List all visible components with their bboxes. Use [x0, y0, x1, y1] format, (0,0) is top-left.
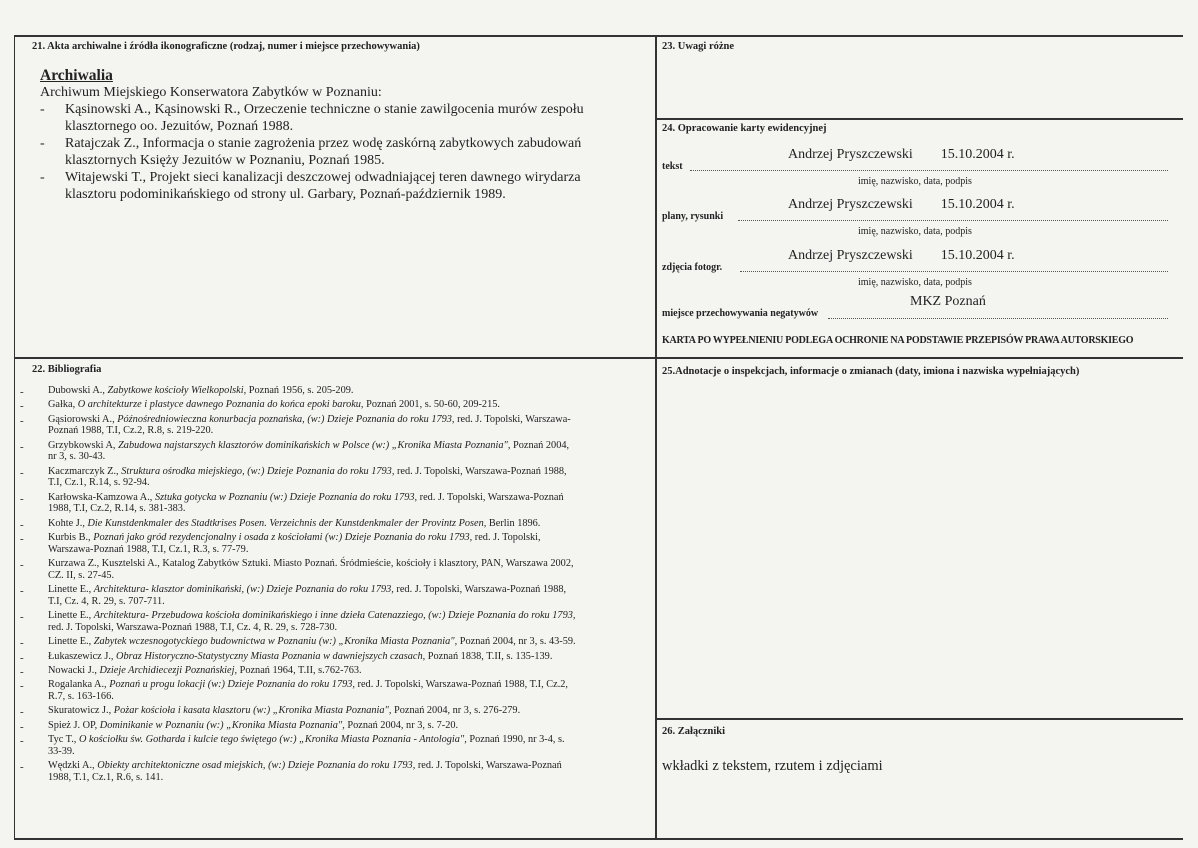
bib-details: red. J. Topolski, Warszawa-Poznań 1988,: [393, 584, 567, 596]
bib-continuation: 1988, T.I, Cz.2, R.14, s. 381-383.: [48, 503, 186, 515]
bib-continuation: Poznań 1988, T.I, Cz.2, R.8, s. 219-220.: [48, 425, 214, 437]
bib-continuation: T.I, Cz. 4, R. 29, s. 707-711.: [48, 595, 165, 607]
bib-continuation: T.I, Cz.1, R.14, s. 92-94.: [48, 477, 150, 489]
bib-author: Kurbis B.,: [48, 532, 94, 544]
bib-title: Zabudowa najstarszych klasztorów dominikańskich w Polsce (w:) „Kronika Miasta Poznania",: [118, 439, 511, 451]
author-row-label: tekst: [662, 161, 683, 172]
bib-author: Spież J. OP,: [48, 719, 100, 731]
author-caption: imię, nazwisko, data, podpis: [858, 226, 972, 237]
bib-title: Dzieje Archidiecezji Poznańskiej,: [99, 665, 238, 676]
bib-author: Linette E.,: [48, 584, 94, 596]
bib-details: red. J. Topolski, Warszawa-: [454, 413, 571, 425]
bib-continuation: red. J. Topolski, Warszawa-Poznań 1988, T.I, Cz. 4, R. 29, s. 728-730.: [48, 621, 338, 633]
bib-dash: -: [20, 761, 24, 774]
section-25-title: 25.Adnotacje o inspekcjach, informacje o zmianach (daty, imiona i nazwiska wypełniających): [662, 366, 1080, 377]
attachments-value: wkładki z tekstem, rzutem i zdjęciami: [662, 758, 883, 774]
bib-dash: -: [20, 466, 24, 479]
bib-author: Wędzki A.,: [48, 760, 98, 772]
section-24-title: 24. Opracowanie karty ewidencyjnej: [662, 123, 827, 134]
bib-author: Rogalanka A.,: [48, 679, 110, 691]
bib-details: Poznań 2004, nr 3, s. 276-279.: [391, 705, 521, 717]
bib-details: red. J. Topolski, Warszawa-Poznań: [417, 491, 564, 503]
archive-name: Archiwum Miejskiego Konserwatora Zabytków w Poznaniu:: [40, 85, 382, 100]
author-value: Andrzej Pryszczewski 15.10.2004 r.: [788, 248, 1015, 263]
bib-dash: -: [20, 735, 24, 748]
bib-title: Struktura ośrodka miejskiego, (w:) Dzieje Poznania do roku 1793,: [121, 465, 395, 477]
author-value: Andrzej Pryszczewski 15.10.2004 r.: [788, 147, 1015, 162]
bib-title: Pożar kościoła i kasata klasztoru (w:) „Kronika Miasta Poznania",: [113, 705, 392, 717]
bib-details: Poznań 1956, s. 205-209.: [246, 385, 354, 396]
bib-details: Poznań 2004, nr 3, s. 7-20.: [344, 719, 459, 731]
bib-title: Zabytkowe kościoły Wielkopolski,: [107, 385, 247, 396]
archive-item-line: klasztoru podominikańskiego od strony ul. Garbary, Poznań-październik 1989.: [65, 187, 506, 202]
archive-item-line: Witajewski T., Projekt sieci kanalizacji deszczowej odwadniającej teren dawnego wirydarza: [65, 170, 581, 185]
bib-dash: -: [20, 666, 24, 678]
bib-author: Tyc T.,: [48, 734, 79, 746]
author-row-label: zdjęcia fotogr.: [662, 262, 723, 273]
section-21-title: 21. Akta archiwalne i źródła ikonograficzne (rodzaj, numer i miejsce przechowywania): [32, 41, 420, 52]
bib-dash: -: [20, 637, 24, 650]
bib-details: red. J. Topolski, Warszawa-Poznań: [415, 760, 562, 772]
bib-title: Poznań u progu lokacji (w:) Dzieje Poznania do roku 1793,: [109, 679, 355, 691]
bib-details: Poznań 2004, nr 3, s. 43-59.: [457, 636, 576, 648]
bib-dash: -: [20, 400, 24, 413]
divider-25-26: [657, 718, 1183, 720]
bib-author: Dubowski A.,: [48, 385, 108, 396]
bib-author: Gałka,: [48, 399, 78, 411]
divider-23-24: [657, 118, 1183, 120]
bib-title: Obraz Historyczno-Statystyczny Miasta Poznania w dawniejszych czasach,: [116, 650, 426, 662]
bib-title: Obiekty architektoniczne osad miejskich, (w:) Dzieje Poznania do roku 1793,: [97, 760, 416, 772]
archive-heading: Archiwalia: [40, 67, 113, 84]
bib-title: Zabytek wczesnogotyckiego budownictwa w Poznaniu (w:) „Kronika Miasta Poznania",: [93, 636, 458, 648]
negatives-dots: [828, 318, 1168, 319]
bib-dash: -: [20, 585, 24, 598]
author-caption: imię, nazwisko, data, podpis: [858, 176, 972, 187]
archive-item-line: klasztornych Księży Jezuitów w Poznaniu, Poznań 1985.: [65, 153, 385, 168]
bib-title: Późnośredniowieczna konurbacja poznańska, (w:) Dzieje Poznania do roku 1793,: [117, 413, 455, 425]
bib-dash: -: [20, 386, 24, 398]
bib-continuation: 33-39.: [48, 745, 75, 757]
bib-dash: -: [20, 414, 24, 427]
list-dash: -: [40, 136, 45, 151]
author-row-label: plany, rysunki: [662, 211, 724, 222]
bib-dash: -: [20, 720, 24, 733]
archive-item-line: Kąsinowski A., Kąsinowski R., Orzeczenie techniczne o stanie zawilgocenia murów zespołu: [65, 102, 584, 117]
bib-title: O architekturze i plastyce dawnego Poznania do końca epoki baroku,: [77, 399, 364, 411]
author-row-dots: [690, 170, 1168, 171]
bib-dash: -: [20, 533, 24, 546]
bib-details: Poznań 1990, nr 3-4, s.: [466, 734, 565, 746]
bib-details: red. J. Topolski, Warszawa-Poznań 1988,: [394, 465, 567, 477]
bib-author: Linette E.,: [48, 610, 94, 622]
bib-title: Architektura- Przebudowa kościoła dominikańskiego i inne dzieła Catenazziego, (w:) Dzieje Poznania do roku 1793,: [93, 610, 576, 622]
divider-24-25: [657, 357, 1183, 359]
bib-dash: -: [20, 518, 24, 531]
bib-continuation: nr 3, s. 30-43.: [48, 451, 106, 463]
bib-details: Berlin 1896.: [486, 517, 541, 529]
divider-21-22: [14, 357, 655, 359]
bib-title: Die Kunstdenkmaler des Stadtkrises Posen. Verzeichnis der Kunstdenkmaler der Provintz Posen,: [87, 517, 487, 529]
bib-continuation: Warszawa-Poznań 1988, T.I, Cz.1, R.3, s. 77-79.: [48, 543, 249, 555]
bib-dash: -: [20, 492, 24, 505]
negatives-value: MKZ Poznań: [910, 294, 986, 309]
list-dash: -: [40, 170, 45, 185]
bib-details: Poznań 1838, T.II, s. 135-139.: [425, 650, 553, 662]
section-26-title: 26. Załączniki: [662, 726, 726, 737]
bib-author: Grzybkowski A,: [48, 439, 119, 451]
bib-dash: -: [20, 611, 24, 624]
list-dash: -: [40, 102, 45, 117]
bib-author: Kaczmarczyk Z.,: [48, 465, 122, 477]
bib-author: Kurzawa Z., Kusztelski A., Katalog Zabytków Sztuki. Miasto Poznań. Śródmieście, kościoły i klasztory, PAN, Warszawa 2002,: [48, 558, 574, 570]
bib-dash: -: [20, 706, 24, 719]
bib-author: Gąsiorowski A.,: [48, 413, 118, 425]
bib-dash: -: [20, 440, 24, 453]
bib-continuation: 1988, T.1, Cz.1, R.6, s. 141.: [48, 771, 164, 783]
copyright-notice: KARTA PO WYPEŁNIENIU PODLEGA OCHRONIE NA PODSTAWIE PRZEPISÓW PRAWA AUTORSKIEGO: [662, 335, 1134, 346]
bib-details: Poznań 2004,: [510, 439, 570, 451]
bib-continuation: R.7, s. 163-166.: [48, 690, 114, 702]
author-row-dots: [738, 220, 1168, 221]
section-23-title: 23. Uwagi różne: [662, 41, 735, 52]
archive-item-line: klasztornego oo. Jezuitów, Poznań 1988.: [65, 119, 294, 134]
author-caption: imię, nazwisko, data, podpis: [858, 277, 972, 288]
bib-title: O kościołku św. Gotharda i kulcie tego świętego (w:) „Kronika Miasta Poznania - Antologia",: [78, 734, 467, 746]
bib-title: Poznań jako gród rezydencjonalny i osada z kościołami (w:) Dzieje Poznania do roku 1793,: [93, 532, 473, 544]
bib-dash: -: [20, 651, 24, 664]
author-value: Andrzej Pryszczewski 15.10.2004 r.: [788, 197, 1015, 212]
bib-title: Architektura- klasztor dominikański, (w:) Dzieje Poznania do roku 1793,: [93, 584, 394, 596]
bib-details: red. J. Topolski, Warszawa-Poznań 1988, T.I, Cz.2,: [354, 679, 568, 691]
bib-dash: -: [20, 680, 24, 693]
bib-details: red. J. Topolski,: [472, 532, 541, 544]
bib-details: Poznań 2001, s. 50-60, 209-215.: [363, 399, 500, 411]
bib-dash: -: [20, 559, 24, 572]
archive-item-line: Ratajczak Z., Informacja o stanie zagrożenia przez wodę zaskórną zabytkowych zabudowań: [65, 136, 582, 151]
section-22-title: 22. Bibliografia: [32, 364, 102, 375]
author-row-dots: [740, 271, 1168, 272]
bib-details: Poznań 1964, T.II, s.762-763.: [237, 665, 362, 676]
negatives-label: miejsce przechowywania negatywów: [662, 308, 819, 319]
bib-author: Kohte J.,: [48, 517, 88, 529]
bib-author: Karłowska-Kamzowa A.,: [48, 491, 155, 503]
bib-title: Sztuka gotycka w Poznaniu (w:) Dzieje Poznania do roku 1793,: [154, 491, 418, 503]
bib-continuation: CZ. II, s. 27-45.: [48, 569, 115, 581]
bib-author: Skuratowicz J.,: [48, 705, 114, 717]
bib-author: Łukaszewicz J.,: [48, 650, 117, 662]
bib-author: Nowacki J.,: [48, 665, 100, 676]
bib-author: Linette E.,: [48, 636, 94, 648]
bib-title: Dominikanie w Poznaniu (w:) „Kronika Miasta Poznania",: [99, 719, 345, 731]
